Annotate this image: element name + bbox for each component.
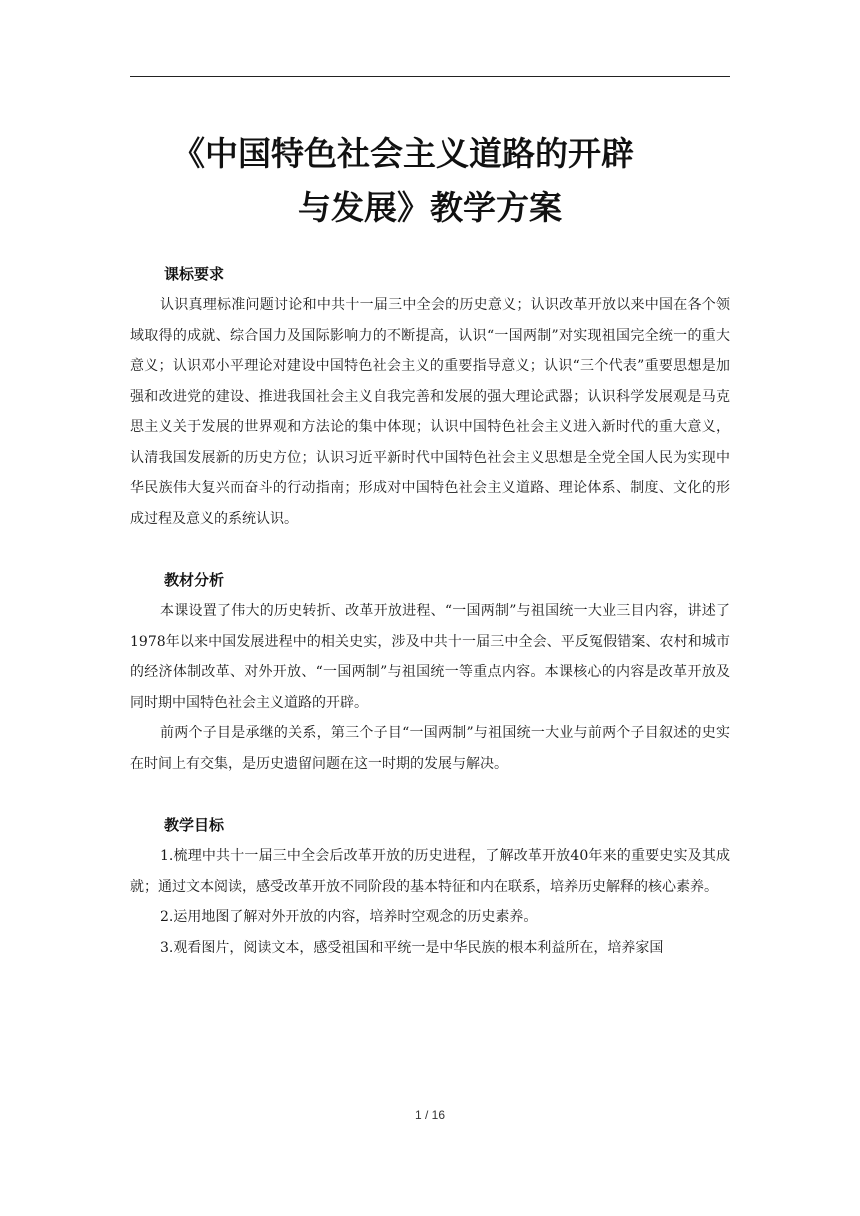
section-heading-textbook-analysis: 教材分析 — [164, 571, 225, 589]
section-spacer — [130, 534, 730, 564]
paragraph-goal-3: 3.观看图片，阅读文本，感受祖国和平统一是中华民族的根本利益所在，培养家国 — [160, 939, 664, 956]
header-rule — [130, 76, 730, 77]
section-heading-teaching-goals: 教学目标 — [164, 816, 225, 834]
section-spacer — [130, 779, 730, 809]
paragraph-goal-2: 2.运用地图了解对外开放的内容，培养时空观念的历史素养。 — [160, 909, 538, 925]
paragraph-textbook-analysis-1: 本课设置了伟大的历史转折、改革开放进程、“一国两制”与祖国统一大业三目内容，讲述了1978年以来中国发展进程中的相关史实，涉及中共十一届三中全会、平反冤假错案、农村和城市的经济体制改革、对外开放、“一国两制”与祖国统一等重点内容。本课核心的内容是改革开放及同时期中国特色社会主义道路的开辟。 — [130, 603, 730, 711]
paragraph-goal-1: 1.梳理中共十一届三中全会后改革开放的历史进程，了解改革开放40年来的重要史实及其成就；通过文本阅读，感受改革开放不同阶段的基本特征和内在联系，培养历史解释的核心素养。 — [130, 848, 730, 895]
section-heading-curriculum: 课标要求 — [164, 265, 225, 283]
title-line-1: 《中国特色社会主义道路的开辟 — [172, 134, 634, 173]
document-body — [130, 258, 730, 963]
title-line-2: 与发展》教学方案 — [298, 188, 562, 227]
paragraph-textbook-analysis-2: 前两个子目是承继的关系，第三个子目“一国两制”与祖国统一大业与前两个子目叙述的史实在时间上有交集，是历史遗留问题在这一时期的发展与解决。 — [130, 725, 730, 772]
paragraph-curriculum: 认识真理标准问题讨论和中共十一届三中全会的历史意义；认识改革开放以来中国在各个领域取得的成就、综合国力及国际影响力的不断提高，认识“一国两制”对实现祖国完全统一的重大意义；认识邓小平理论对建设中国特色社会主义的重要指导意义；认识“三个代表”重要思想是加强和改进党的建设、推进我国社会主义自我完善和发展的强大理论武器；认识科学发展观是马克思主义关于发展的世界观和方法论的集中体现；认识中国特色社会主义进入新时代的重大意义，认清我国发展新的历史方位；认识习近平新时代中国特色社会主义思想是全党全国人民为实现中华民族伟大复兴而奋斗的行动指南；形成对中国特色社会主义道路、理论体系、制度、文化的形成过程及意义的系统认识。 — [130, 297, 730, 527]
page-number: 1 / 16 — [414, 1108, 446, 1122]
